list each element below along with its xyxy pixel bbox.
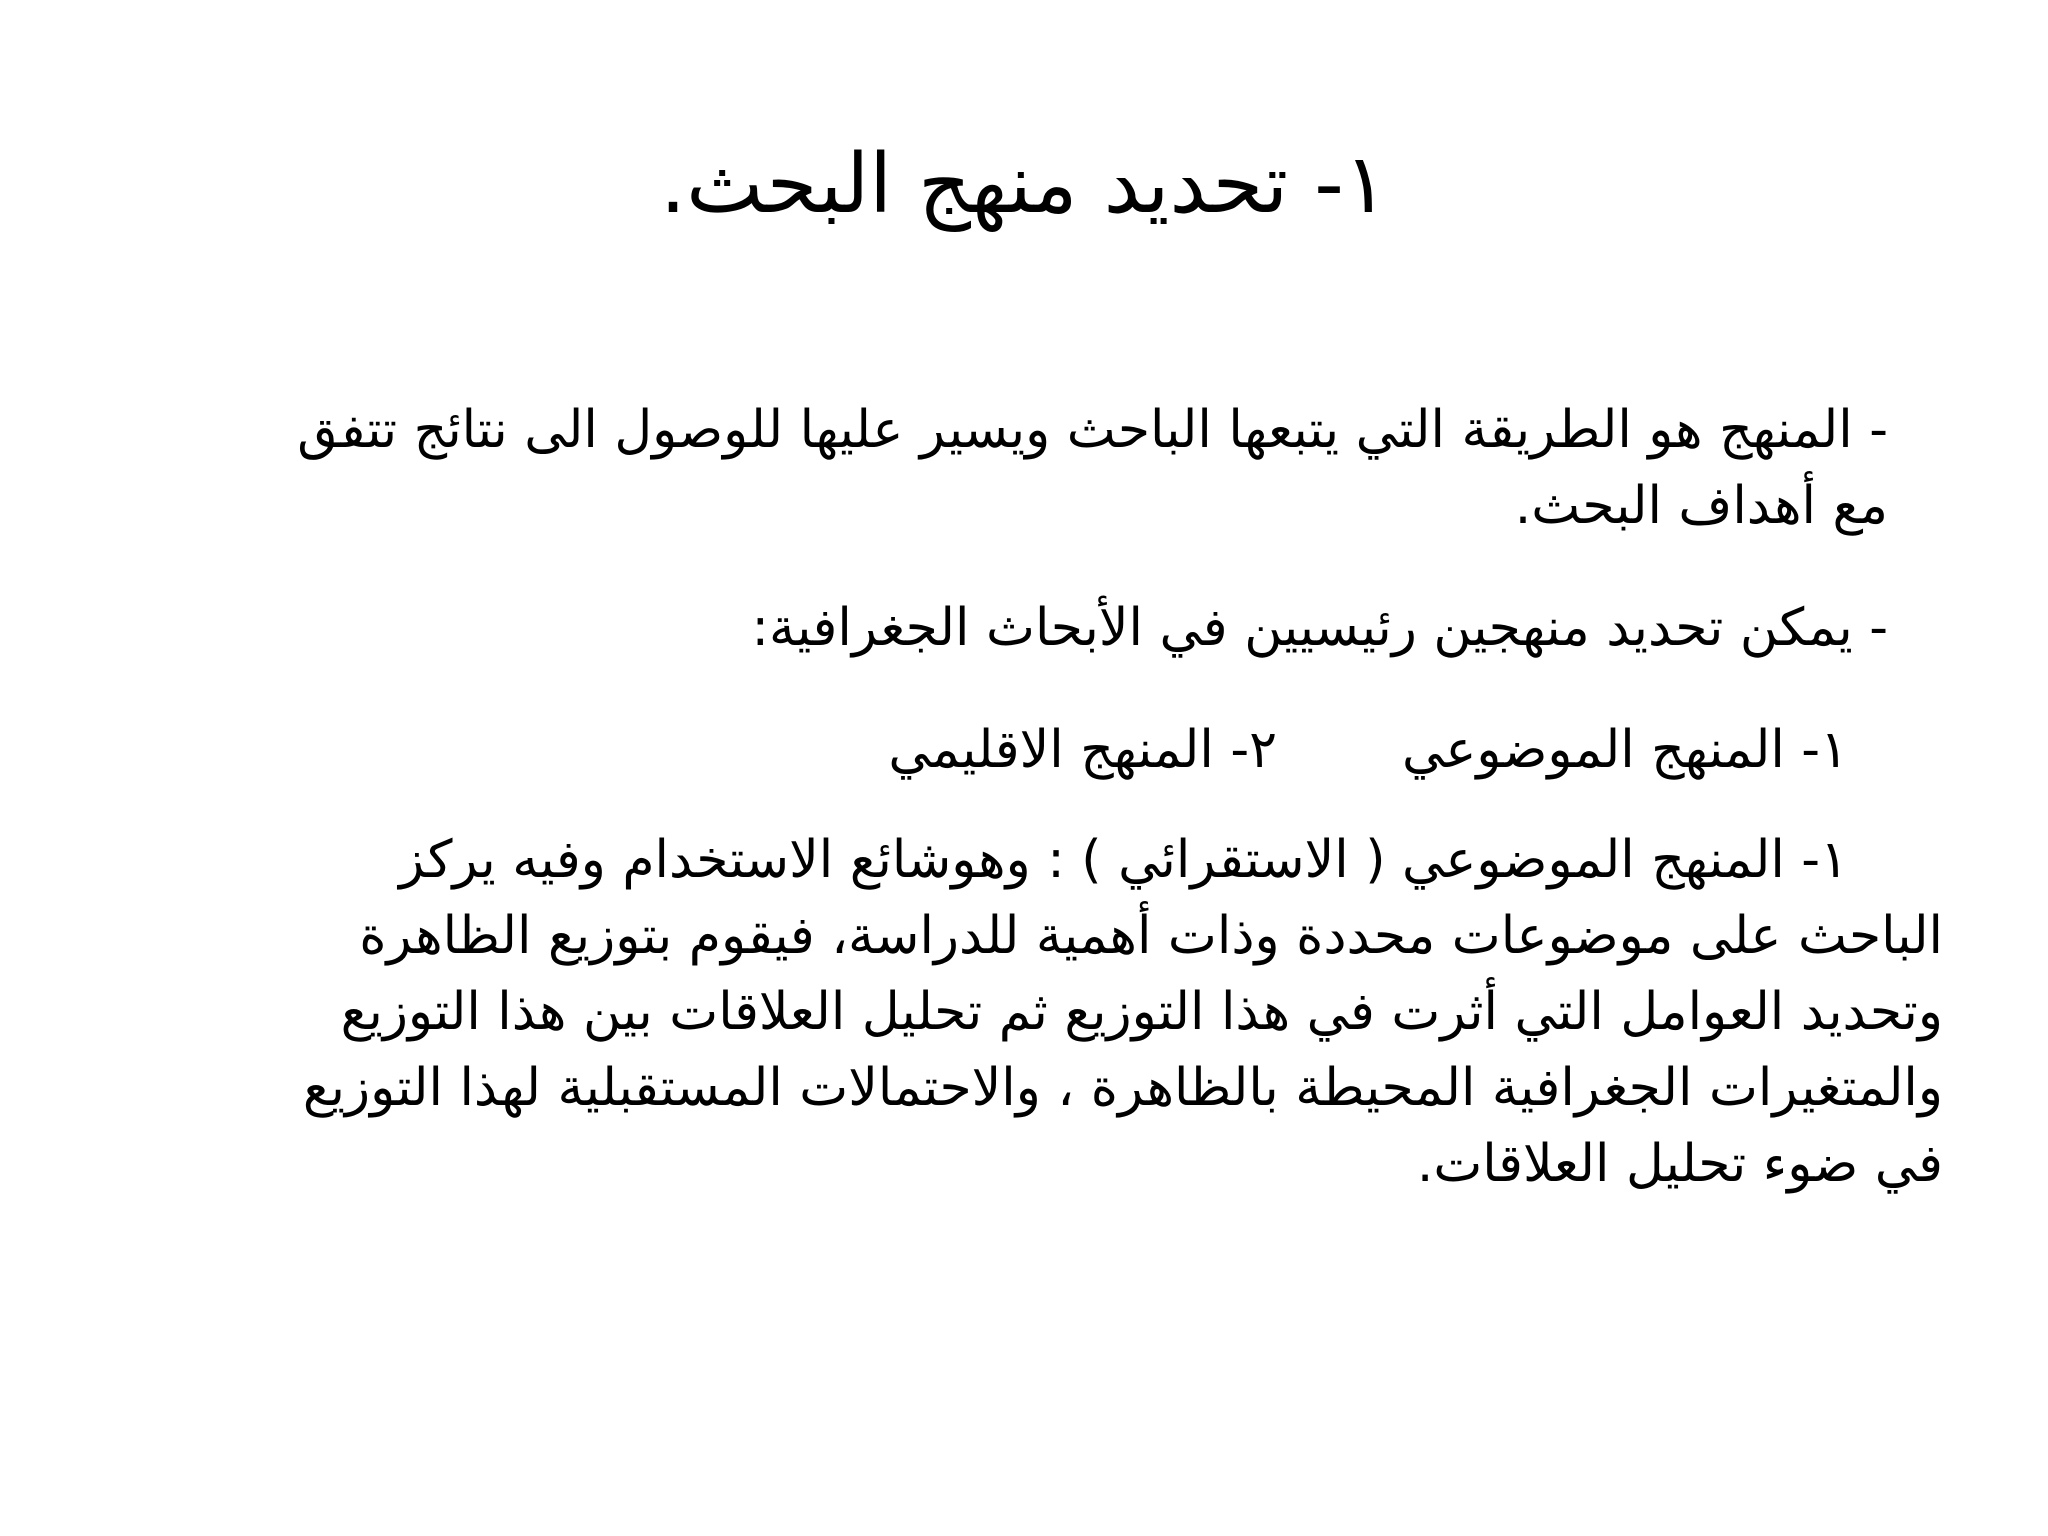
methods-list [548, 712, 1848, 788]
objective-method-paragraph [243, 822, 1943, 1202]
objective-method-text: يركز الباحث على موضوعات محددة وذات أهمية للدراسة، فيقوم بتوزيع الظاهرة وتحديد العوامل التي أثرت في هذا التوزيع ثم تحليل العلاقات بين هذا التوزيع والمتغيرات الجغرافية المحيطة بالظاهرة ، والاحتمالات المستقبلية لهذا التوزيع في ضوء تحليل العلاقات. [302, 830, 1943, 1194]
slide-title: ١- تحديد منهج البحث. [660, 137, 1388, 232]
intro-paragraph: - يمكن تحديد منهجين رئيسيين في الأبحاث الجغرافية: [751, 598, 1888, 658]
method-item-regional: ٢- المنهج الاقليمي [888, 720, 1278, 780]
method-item-objective: ١- المنهج الموضوعي [1402, 720, 1848, 780]
objective-method-heading: ١- المنهج الموضوعي ( الاستقرائي ) : وهوشائع الاستخدام وفيه [512, 830, 1848, 890]
definition-paragraph: - المنهج هو الطريقة التي يتبعها الباحث ويسير عليها للوصول الى نتائج تتفق مع أهداف البحث. [297, 400, 1888, 536]
